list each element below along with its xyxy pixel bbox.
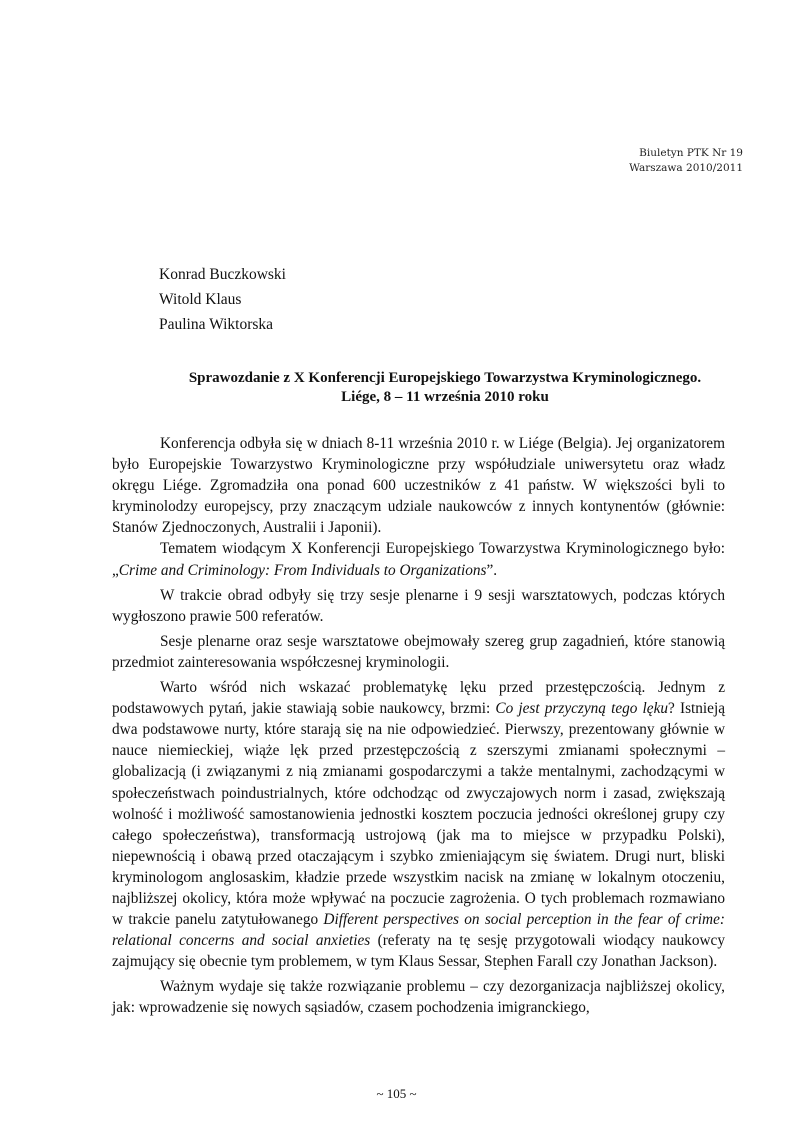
author: Paulina Wiktorska (159, 316, 274, 333)
text: Tematem wiodącym X Konferencji Europejskiego Towarzystwa Kryminologicznego było: „ (112, 540, 725, 579)
conference-theme: Crime and Criminology: From Individuals to Organizations (118, 561, 487, 579)
paragraph: W trakcie obrad odbyły się trzy sesje plenarne i 9 sesji warsztatowych, podczas których wygłoszono prawie 500 referatów. (112, 586, 725, 625)
author: Witold Klaus (159, 291, 242, 308)
paragraph (112, 538, 725, 580)
panel-title: Different perspectives on social perception in the fear of crime: relational concerns and social anxieties (112, 911, 725, 950)
author: Konrad Buczkowski (159, 266, 286, 283)
running-header (629, 146, 743, 176)
paragraph: Konferencja odbyła się w dniach 8-11 września 2010 r. w Liége (Belgia). Jej organizatorem było Europejskie Towarzystwo Kryminologiczne przy współudziale uniwersytetu oraz władz okręgu Liége. Zgromadziła ona ponad 600 uczestników z 41 państw. W większości byli to kryminolodzy europejscy, przy znaczącym udziale naukowców z innych kontynentów (głównie: Stanów Zjednoczonych, Australii i Japonii). (112, 435, 725, 537)
text: ”. (486, 561, 498, 579)
text: (referaty na tę sesję przygotowali wiodący naukowcy zajmujący się obecnie tym problemem, w tym Klaus Sessar, Stephen Farall czy Jonathan Jackson). (112, 932, 726, 971)
place-year: Warszawa 2010/2011 (629, 162, 743, 174)
body-text (112, 433, 725, 1019)
report-title (100, 369, 790, 407)
journal-name: Biuletyn PTK Nr 19 (639, 147, 743, 159)
paragraph: Ważnym wydaje się także rozwiązanie problemu – czy dezorganizacja najbliższej okolicy, jak: wprowadzenie się nowych sąsiadów, czasem pochodzenia imigranckiego, (112, 978, 725, 1017)
question-italic: Co jest przyczyną tego lęku (495, 700, 669, 718)
text: ? Istnieją dwa podstawowe nurty, które starają się na nie odpowiedzieć. Pierwszy, prezentowany głównie w nauce niemieckiej, wiąże lęk przed przestępczością z szerszymi zmianami społecznymi – globalizacją (i związanymi z nią zmianami gospodarczymi a także mentalnymi, zachodzącymi w społeczeństwach poindustrialnych, które odchodząc od zwyczajowych norm i zasad, zwiększają wolność i możliwość samostanowienia jednostki kosztem poczucia jedności określonej grupy czy całego społeczeństwa), transformacją ustrojową (jak ma to miejsce w przypadku Polski), niepewnością i obawą przed otaczającym i szybko zmieniającym się światem. Drugi nurt, bliski kryminologom anglosaskim, kładzie przede wszystkim nacisk na zmianę w lokalnym otoczeniu, najbliższej okolicy, która może wpływać na poczucie zagrożenia. O tych problemach rozmawiano w trakcie panelu zatytułowanego (112, 700, 726, 929)
author-list (159, 262, 286, 337)
title-line-2: Liége, 8 – 11 września 2010 roku (341, 389, 549, 405)
title-line-1: Sprawozdanie z X Konferencji Europejskiego Towarzystwa Kryminologicznego. (188, 370, 702, 386)
text: Warto wśród nich wskazać problematykę lęku przed przestępczością. Jednym z podstawowych pytań, jakie stawiają sobie naukowcy, brzmi: (112, 679, 725, 718)
paragraph: Sesje plenarne oraz sesje warsztatowe obejmowały szereg grup zagadnień, które stanowią przedmiot zainteresowania współczesnej kryminologii. (112, 632, 725, 671)
paragraph (112, 677, 725, 972)
page-number: ~ 105 ~ (376, 1086, 417, 1101)
